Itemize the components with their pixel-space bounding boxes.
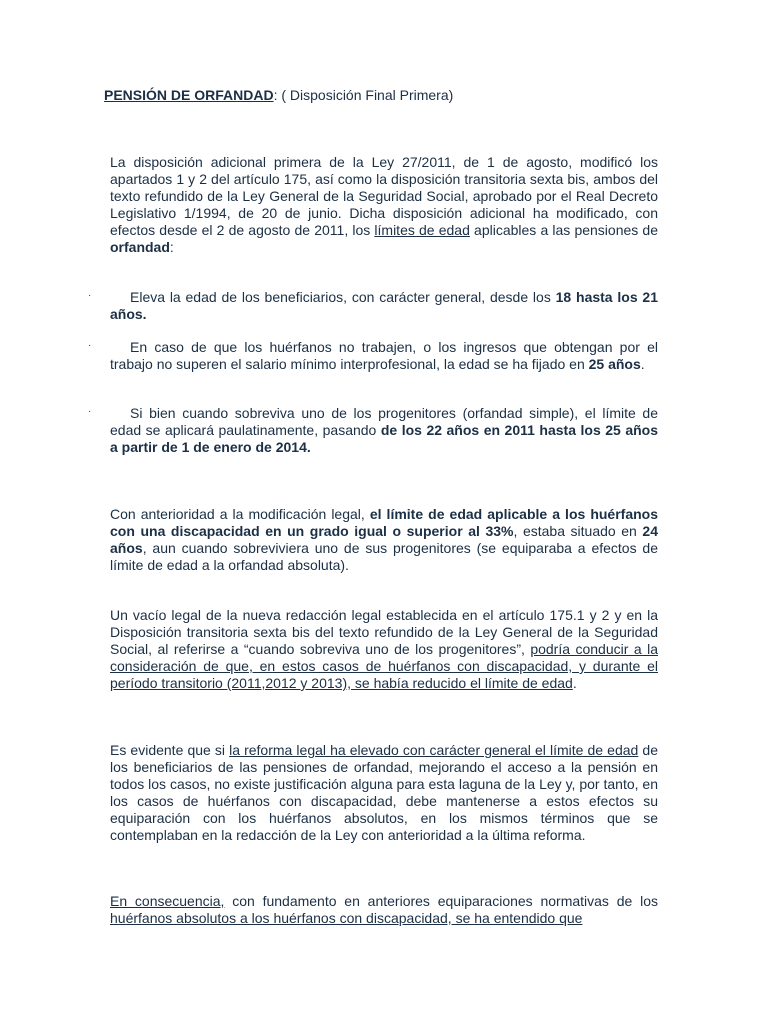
underlined-text: podría conducir a la consideración de que, en estos casos de huérfanos con discapacidad, y durante el período transitorio (2011,2012 y 2013), se había reducido el límite de edad bbox=[110, 641, 658, 691]
limites-de-edad-link[interactable]: límites de edad bbox=[374, 222, 470, 238]
bullet-item bbox=[110, 339, 658, 373]
paragraph-text: Un vacío legal de la nueva redacción legal establecida en el artículo 175.1 y 2 y en la Disposición transitoria sexta bis del texto refundido de la Ley General de la Seguridad Social, al referirse a “cuando sobreviva uno de los progenitores”, bbox=[110, 607, 658, 657]
bullet-text: Si bien cuando sobreviva uno de los progenitores (orfandad simple), el límite de edad se aplicará paulatinamente, pasando bbox=[110, 405, 658, 438]
underlined-text: la reforma legal ha elevado con carácter general el límite de edad bbox=[229, 742, 639, 758]
intro-paragraph bbox=[110, 154, 658, 256]
title-rest: ( Disposición Final Primera) bbox=[277, 87, 454, 103]
vacio-legal-paragraph bbox=[110, 607, 658, 692]
bullet-item bbox=[110, 289, 658, 323]
intro-text: La disposición adicional primera de la Ley 27/2011, de 1 de agosto, modificó los apartados 1 y 2 del artículo 175, así como la disposición transitoria sexta bis, ambos del texto refundido de la Ley General de la Seguridad Social, aprobado por el Real Decreto Legislativo 1/1994, de 20 de junio. Dicha disposición adicional ha modificado, con efectos desde el 2 de agosto de 2011, los bbox=[110, 154, 658, 238]
paragraph-text: Es evidente que si bbox=[110, 742, 230, 758]
bullet-marker: · bbox=[88, 340, 92, 351]
bullet-text: En caso de que los huérfanos no trabajen, o los ingresos que obtengan por el trabajo no superen el salario mínimo interprofesional, la edad se ha fijado en bbox=[110, 339, 658, 372]
bullet-text-end: . bbox=[640, 356, 645, 372]
intro-text-2: aplicables a las pensiones de bbox=[469, 222, 658, 238]
underlined-text: huérfanos absolutos a los huérfanos con discapacidad, se ha entendido que bbox=[110, 910, 583, 926]
intro-bold: orfandad bbox=[110, 239, 170, 255]
paragraph-text: . bbox=[572, 675, 577, 691]
consecuencia-paragraph bbox=[110, 893, 658, 927]
paragraph-text: de los beneficiarios de las pensiones de orfandad, mejorando el acceso a la pensión en todos los casos, no existe justificación alguna para esta laguna de la Ley y, por tanto, en los casos de huérfanos con discapacidad, debe mantenerse a estos efectos su equiparación con los huérfanos absolutos, en los mismos términos que se contemplaban en la redacción de la Ley con anterioridad a la última reforma. bbox=[110, 742, 659, 843]
evidente-paragraph bbox=[110, 742, 658, 844]
bullet-bold: de los 22 años en 2011 hasta los 25 años a partir de 1 de enero de 2014. bbox=[110, 422, 659, 455]
paragraph-text: con fundamento en anteriores equiparaciones normativas de los bbox=[224, 893, 658, 909]
intro-text-3: : bbox=[169, 239, 174, 255]
bullet-bold: 25 años bbox=[588, 356, 641, 372]
bullet-item bbox=[110, 405, 658, 456]
bullet-text: Eleva la edad de los beneficiarios, con carácter general, desde los bbox=[130, 289, 556, 305]
page-title bbox=[104, 86, 453, 104]
paragraph-bold: 24 años bbox=[110, 523, 658, 556]
anterioridad-paragraph bbox=[110, 506, 658, 574]
bullet-marker: · bbox=[88, 406, 92, 417]
underlined-text: En consecuencia, bbox=[110, 893, 225, 909]
paragraph-text: , aun cuando sobreviviera uno de sus progenitores (se equiparaba a efectos de límite de edad a la orfandad absoluta). bbox=[110, 540, 658, 573]
paragraph-text: Con anterioridad a la modificación legal, bbox=[110, 506, 370, 522]
bullet-marker: · bbox=[88, 290, 92, 301]
title-main: PENSIÓN DE ORFANDAD bbox=[104, 87, 274, 103]
title-colon: : bbox=[273, 87, 278, 103]
bullet-bold: 18 hasta los 21 años. bbox=[110, 289, 658, 322]
paragraph-text: , estaba situado en bbox=[513, 523, 643, 539]
paragraph-bold: el límite de edad aplicable a los huérfanos con una discapacidad en un grado igual o superior al 33% bbox=[110, 506, 658, 539]
